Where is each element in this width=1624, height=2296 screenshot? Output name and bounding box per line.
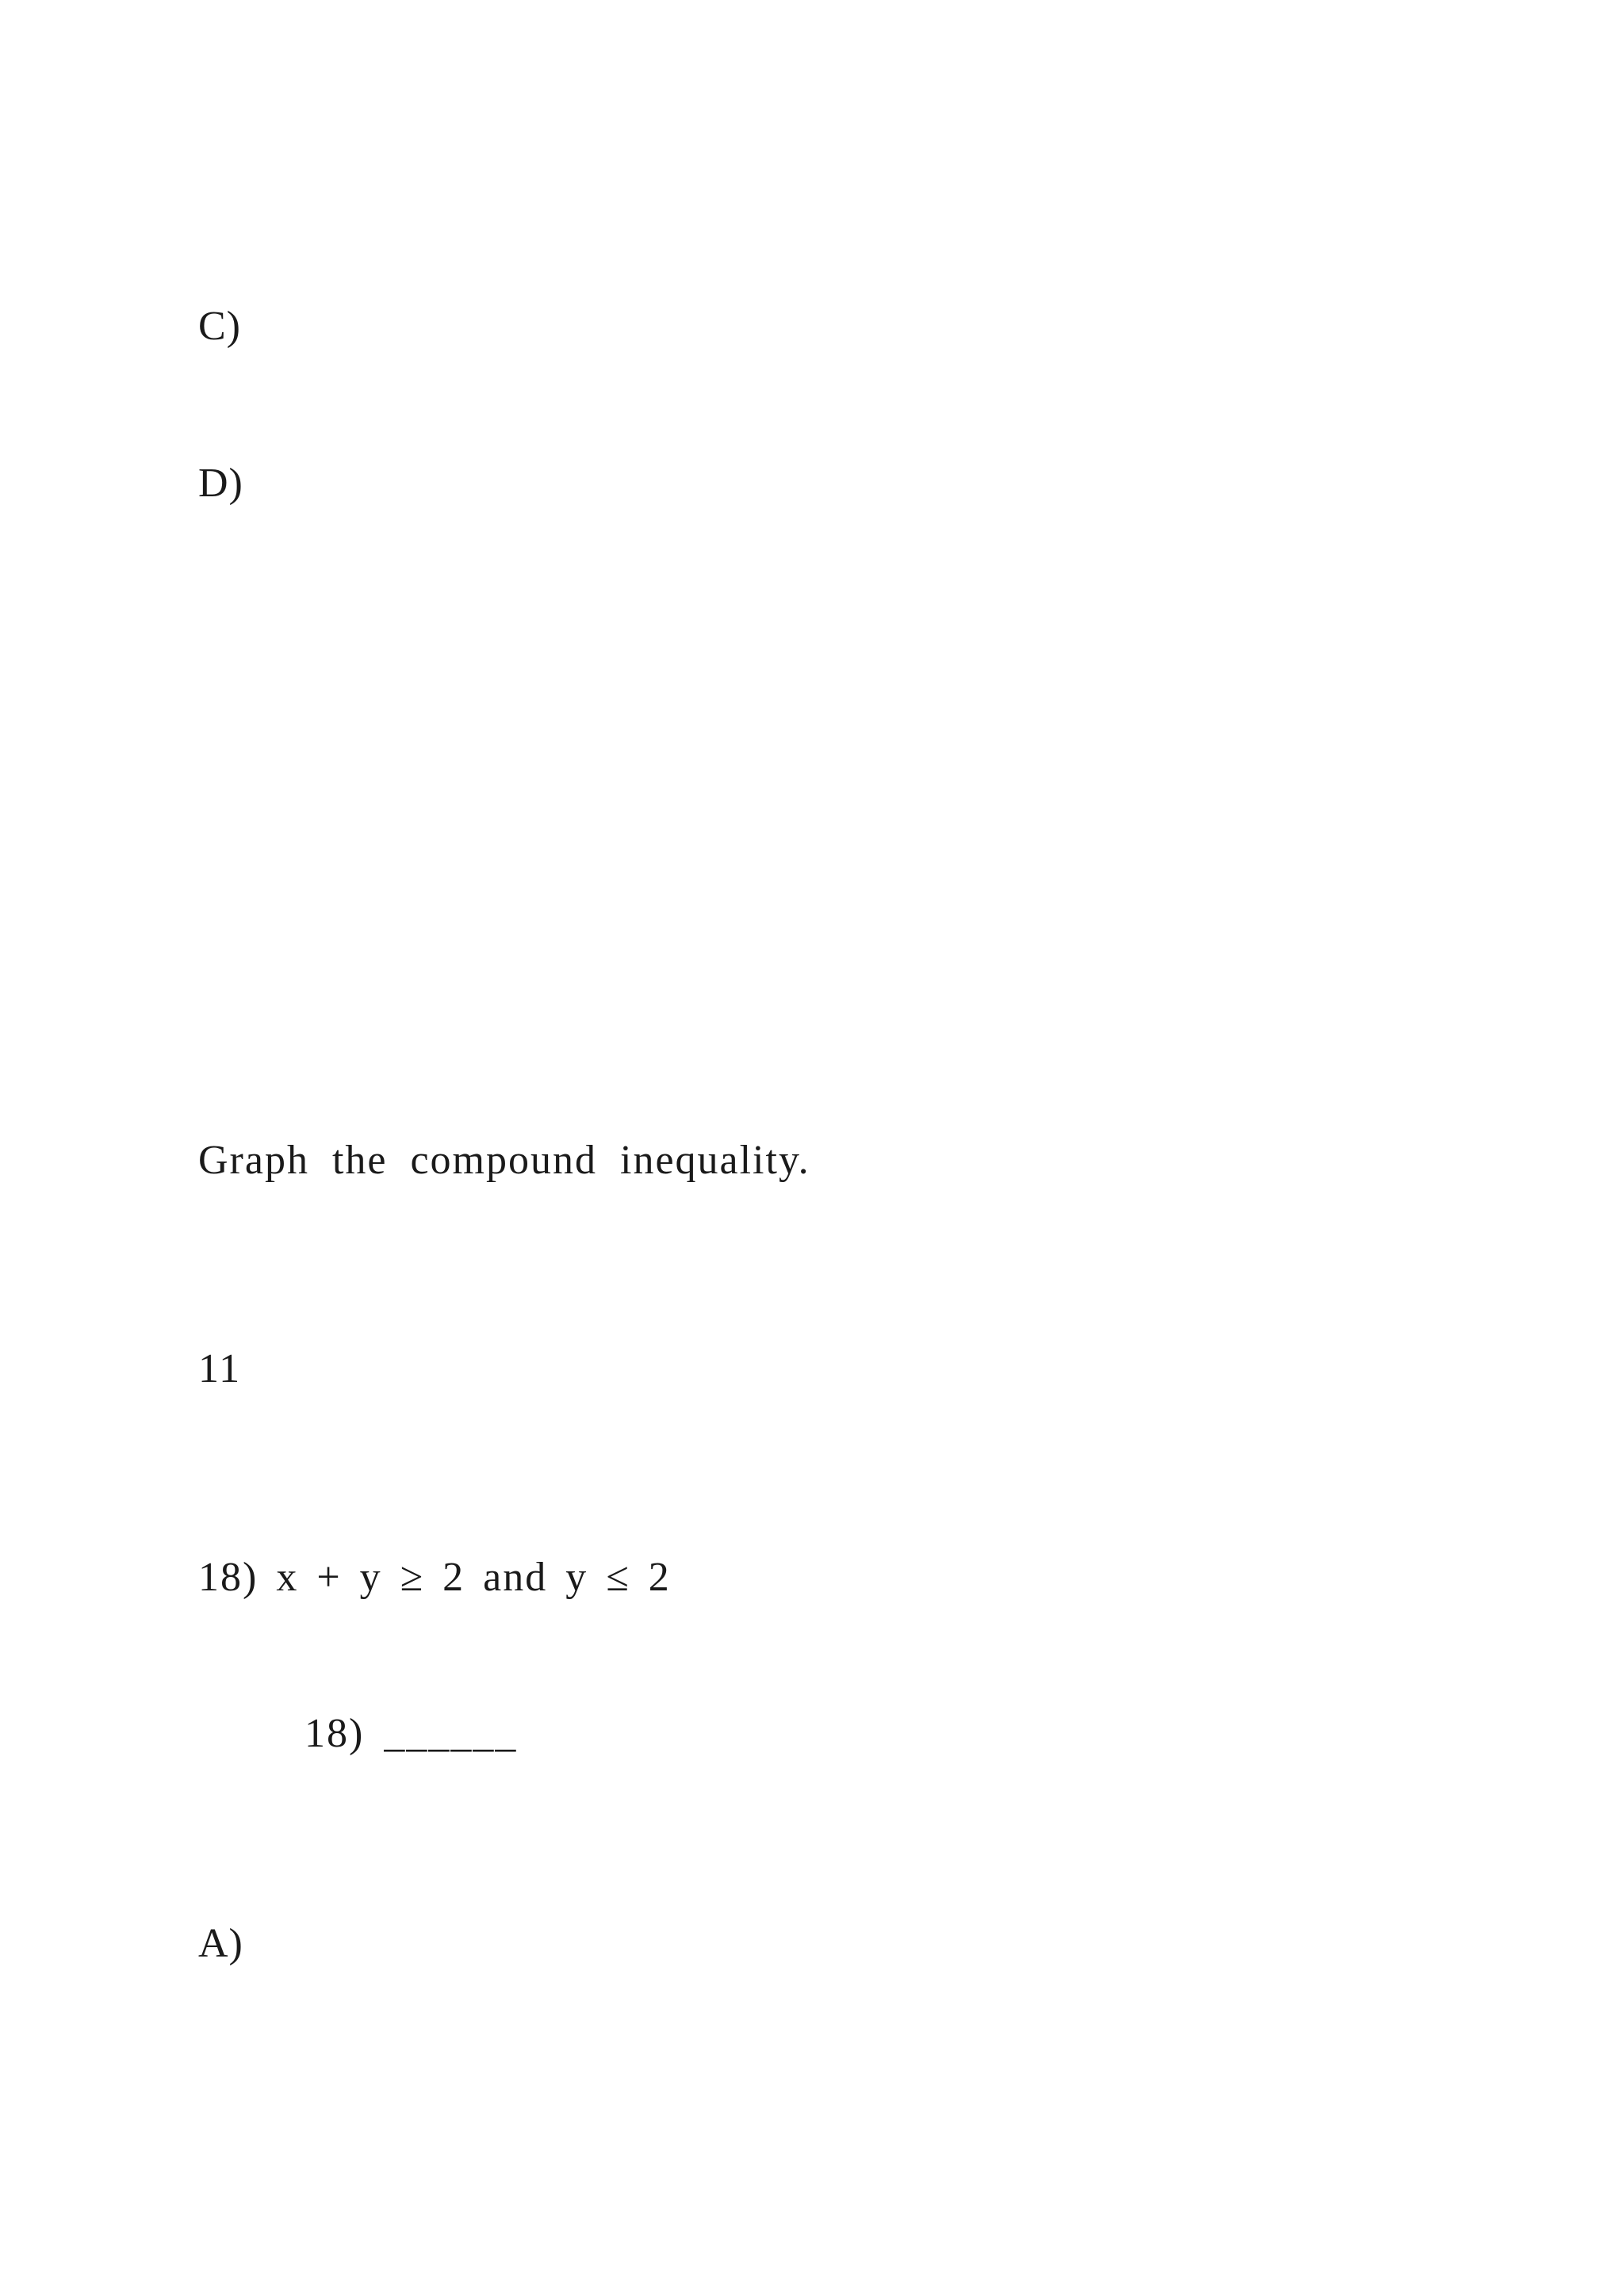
question-18-text: 18) x + y ≥ 2 and y ≤ 2 (198, 1555, 671, 1600)
section-instruction: Graph the compound inequality. (198, 1138, 810, 1183)
option-a-label: A) (198, 1921, 243, 1966)
page-number: 11 (198, 1346, 242, 1391)
option-d-label: D) (198, 461, 243, 506)
option-c-label: C) (198, 304, 241, 349)
question-18-answer-blank: 18) ______ (304, 1711, 518, 1756)
